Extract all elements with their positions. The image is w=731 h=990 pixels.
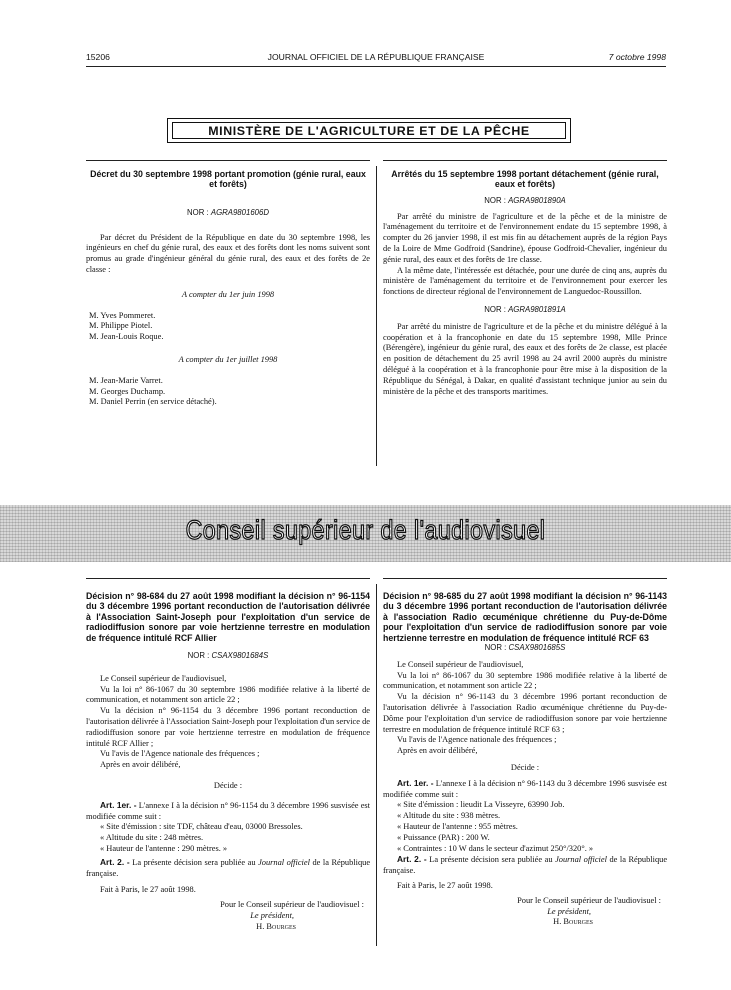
decret-title: Décret du 30 septembre 1998 portant promotion (génie rural, eaux et forêts)	[90, 169, 366, 190]
arretes-para-1: Par arrêté du ministre de l'agriculture et de la pêche et de la ministre de l'aménagement du territoire et de l'environnement endate du 15 septembre 1998, à compter du 26 janvier 1998, il est mis fin au détachement auprès de la région Pays de la Loire de Mme Godfroid (Sandrine), épouse Godfroid-Chevalier, ingénieur du génie rural, des eaux et des forêts de 1re classe.	[383, 211, 667, 264]
list-item: « Site d'émission : site TDF, château d'eau, 03000 Bressoles.	[100, 822, 303, 832]
list-item: « Puissance (PAR) : 200 W.	[397, 832, 490, 842]
decision-684-p2: Vu la loi n° 86-1067 du 30 septembre 1986 modifiée relative à la liberté de communication, et notamment son article 22 ;	[86, 684, 370, 705]
decision-685-p3: Vu la décision n° 96-1143 du 3 décembre 1996 portant reconduction de l'autorisation délivrée à l'association Radio œcuménique chrétienne du Puy-de-Dôme pour l'exploitation d'un service de radiodiffusion sonore par voie hertzienne terrestre en modulation de fréquence intitulé RCF 63 ;	[383, 692, 667, 734]
decision-685-p4: Vu l'avis de l'Agence nationale des fréquences ;	[397, 735, 557, 745]
list-item: « Hauteur de l'antenne : 290 mètres. »	[100, 843, 228, 853]
decret-names-1	[86, 311, 370, 343]
arretes-detachement	[383, 169, 667, 397]
decision-685-art1: Art. 1er. - L'annexe I à la décision n° 96-1143 du 3 décembre 1996 susvisée est modifiée comme suit :	[383, 777, 668, 799]
decret-body: Par décret du Président de la République en date du 30 septembre 1998, les ingénieurs en chef du génie rural, des eaux et des forêts dont les noms suivent sont promus au grade d'ingénieur général du génie rural, des eaux et des forêts de 2e classe :	[86, 232, 370, 274]
journal-title: JOURNAL OFFICIEL DE LA RÉPUBLIQUE FRANÇAISE	[267, 52, 485, 62]
decret-promotion	[86, 169, 370, 408]
decision-684-decide: Décide :	[213, 781, 243, 790]
issue-date: 7 octobre 1998	[608, 52, 666, 62]
section-rule-left	[86, 160, 370, 161]
decision-685-art2: Art. 2. - La présente décision sera publiée au Journal officiel de la République française.	[383, 854, 668, 876]
decision-685-p1: Le Conseil supérieur de l'audiovisuel,	[397, 659, 524, 669]
list-item: « Altitude du site : 248 mètres.	[100, 833, 204, 843]
decision-684-title: Décision n° 98-684 du 27 août 1998 modifiant la décision n° 96-1154 du 3 décembre 1996 portant reconduction de l'autorisation délivrée à l'Association Saint-Joseph pour l'exploitation d'un service de radiodiffusion sonore par voie hertzienne terrestre en modulation de fréquence intitulé RCF Allier	[86, 591, 370, 643]
list-item: « Altitude du site : 938 mètres.	[397, 811, 501, 821]
arretes-nor-1: NOR : AGRA9801890A	[484, 195, 566, 205]
decision-685-title: Décision n° 98-685 du 27 août 1998 modifiant la décision n° 96-1143 du 3 décembre 1996 portant reconduction de l'autorisation délivrée à l'association Radio œcuménique chrétienne du Puy-de-Dôme pour l'exploitation d'un service de radiodiffusion sonore par voie hertzienne terrestre en modulation de fréquence intitulé RCF 63	[383, 591, 667, 643]
list-item: « Hauteur de l'antenne : 955 mètres.	[397, 821, 518, 831]
ministry-title: MINISTÈRE DE L'AGRICULTURE ET DE LA PÊCHE	[172, 122, 566, 139]
csa-rule-right	[383, 578, 667, 579]
decision-684-fait: Fait à Paris, le 27 août 1998.	[100, 885, 196, 895]
column-divider-bottom	[376, 584, 377, 946]
section-rule-right	[383, 160, 667, 161]
arretes-nor-2: NOR : AGRA9801891A	[484, 304, 566, 314]
list-item: M. Yves Pommeret.	[89, 310, 156, 320]
decision-685-p5: Après en avoir délibéré,	[397, 746, 478, 756]
csa-banner-title: Conseil supérieur de l'audiovisuel	[185, 515, 546, 545]
decision-684-items	[86, 822, 370, 854]
decision-684-p4: Vu l'avis de l'Agence nationale des fréquences ;	[100, 749, 260, 759]
decision-685-signature: Pour le Conseil supérieur de l'audiovisuel : Le président, H. Bourges	[517, 895, 661, 927]
decision-684-art2: Art. 2. - La présente décision sera publiée au Journal officiel de la République française.	[86, 856, 371, 878]
decret-names-2	[86, 376, 370, 408]
list-item: M. Daniel Perrin (en service détaché).	[89, 397, 217, 407]
list-item: M. Jean-Louis Roque.	[89, 332, 164, 342]
page-header	[86, 52, 666, 66]
decret-nor: NOR : AGRA9801606D	[187, 207, 269, 217]
list-item: M. Georges Duchamp.	[89, 386, 166, 396]
decision-684	[86, 591, 370, 933]
decision-685-p2: Vu la loi n° 86-1067 du 30 septembre 1986 modifiée relative à la liberté de communication, et notamment son article 22 ;	[383, 670, 667, 691]
csa-rule-left	[86, 578, 370, 579]
decision-684-p5: Après en avoir délibéré,	[100, 760, 181, 770]
list-item: « Contraintes : 10 W dans le secteur d'azimut 250°/320°. »	[397, 843, 594, 853]
decision-685	[383, 591, 667, 928]
column-divider-top	[376, 166, 377, 466]
ministry-heading-box	[167, 118, 571, 143]
list-item: « Site d'émission : lieudit La Visseyre, 63990 Job.	[397, 800, 565, 810]
decision-684-p1: Le Conseil supérieur de l'audiovisuel,	[100, 673, 227, 683]
decision-685-decide: Décide :	[510, 763, 540, 772]
decision-685-fait: Fait à Paris, le 27 août 1998.	[397, 880, 493, 890]
arretes-para-2: A la même date, l'intéressée est détachée, pour une durée de cinq ans, auprès du ministère de l'aménagement du territoire et de l'environnement pour exercer les fonctions de directeur régional de l'environnement de Languedoc-Roussillon.	[383, 265, 667, 297]
list-item: M. Jean-Marie Varret.	[89, 375, 163, 385]
decision-684-signature: Pour le Conseil supérieur de l'audiovisuel : Le président, H. Bourges	[220, 900, 364, 931]
list-item: M. Philippe Piotel.	[89, 321, 153, 331]
arretes-title: Arrêtés du 15 septembre 1998 portant détachement (génie rural, eaux et forêts)	[391, 169, 659, 190]
header-rule	[86, 66, 666, 67]
csa-banner	[0, 505, 731, 562]
decision-684-nor: NOR : CSAX9801684S	[187, 651, 269, 661]
decret-date-1: A compter du 1er juin 1998	[181, 289, 275, 299]
arretes-para-3: Par arrêté du ministre de l'agriculture et de la pêche et du ministre délégué à la coopération et à la francophonie en date du 15 septembre 1998, Mlle Prince (Bérengère), ingénieur du génie rural, des eaux et des forêts de 2e classe, est placée en position de détachement du 25 avril 1998 au 24 avril 2000 auprès du ministre délégué à la coopération et à la francophonie pour être mise à la disposition de la République du Sénégal, à Dakar, en qualité d'assistant technique junior au sein du ministère de la pêche et des transports maritimes.	[383, 321, 667, 396]
decret-date-2: A compter du 1er juillet 1998	[178, 354, 278, 364]
decision-684-p3: Vu la décision n° 96-1154 du 3 décembre 1996 portant reconduction de l'autorisation délivrée à l'Association Saint-Joseph pour l'exploitation d'un service de radiodiffusion sonore par voie hertzienne terrestre en modulation de fréquence intitulé RCF Allier ;	[86, 706, 370, 748]
decision-685-items	[383, 800, 667, 854]
page-number: 15206	[86, 52, 110, 62]
decision-684-art1: Art. 1er. - L'annexe I à la décision n° 96-1154 du 3 décembre 1996 susvisée est modifiée comme suit :	[86, 799, 371, 821]
decision-685-nor: NOR : CSAX9801685S	[484, 643, 566, 653]
